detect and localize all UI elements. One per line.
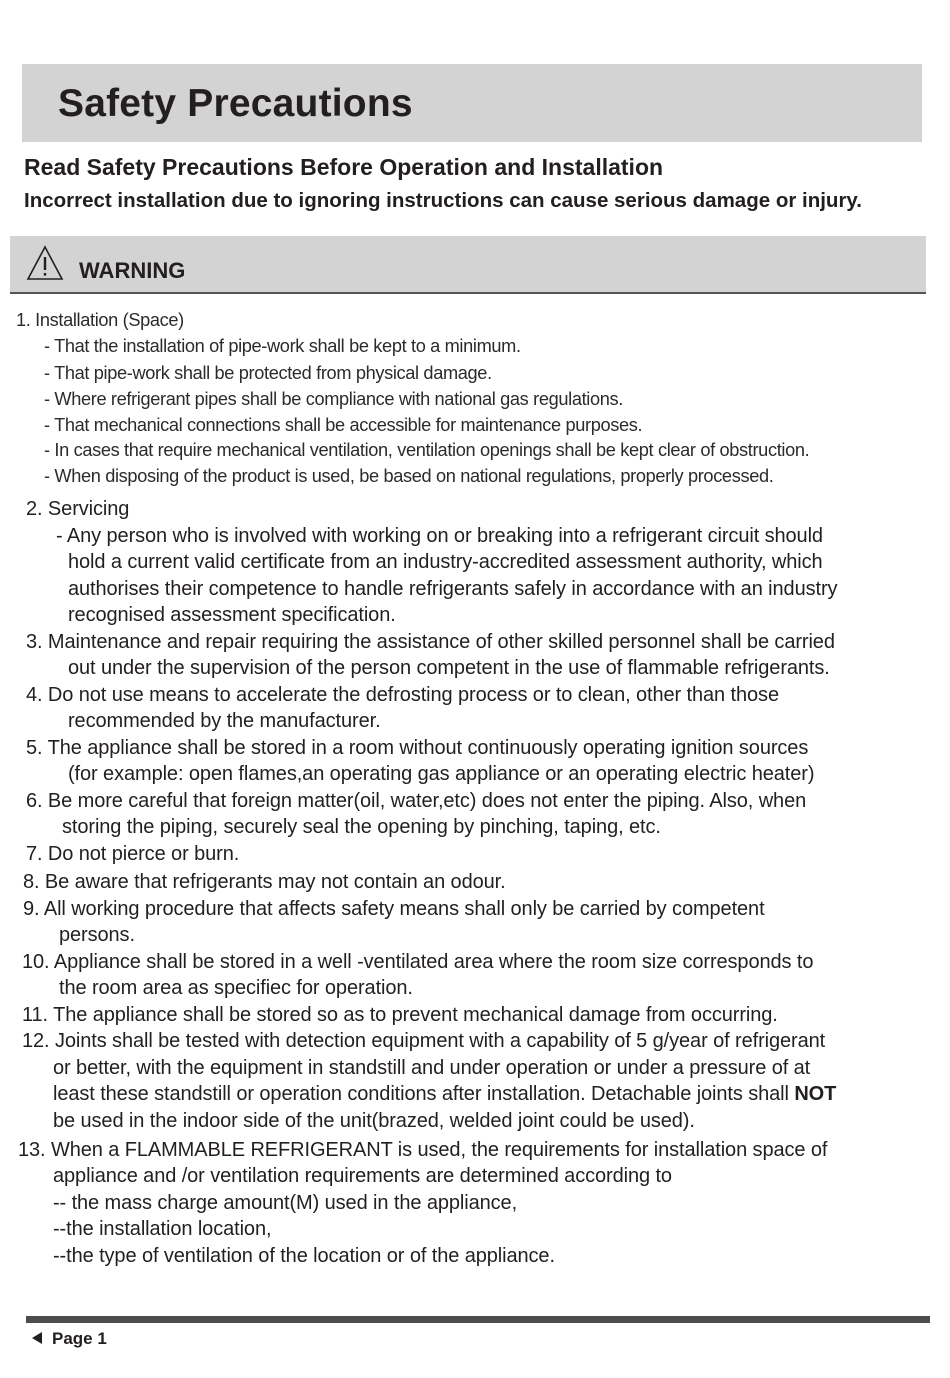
list-item: 5. The appliance shall be stored in a room without continuously operating ignition sources	[26, 737, 809, 759]
list-item	[53, 1081, 836, 1107]
page-footer	[32, 1329, 107, 1349]
list-item: - That the installation of pipe-work shall be kept to a minimum.	[44, 336, 521, 356]
list-item: storing the piping, securely seal the opening by pinching, taping, etc.	[62, 816, 661, 838]
page-title: Safety Precautions	[58, 82, 413, 125]
list-item: out under the supervision of the person competent in the use of flammable refrigerants.	[68, 657, 830, 679]
page-number: Page 1	[52, 1329, 107, 1348]
list-item-heading: 1. Installation (Space)	[16, 310, 184, 330]
list-item: 4. Do not use means to accelerate the defrosting process or to clean, other than those	[26, 684, 779, 706]
list-item: hold a current valid certificate from an industry-accredited assessment authority, which	[68, 551, 823, 573]
list-item-text: least these standstill or operation conditions after installation. Detachable joints shall	[53, 1083, 789, 1105]
left-arrow-icon	[32, 1332, 42, 1344]
title-band	[22, 64, 922, 142]
list-item: be used in the indoor side of the unit(brazed, welded joint could be used).	[53, 1110, 695, 1132]
footer-rule	[26, 1316, 930, 1323]
list-item: --the type of ventilation of the location or of the appliance.	[53, 1245, 555, 1267]
list-item: 12. Joints shall be tested with detection equipment with a capability of 5 g/year of refrigerant	[22, 1030, 826, 1052]
list-item: or better, with the equipment in standstill and under operation or under a pressure of at	[53, 1057, 811, 1079]
list-item: 7. Do not pierce or burn.	[26, 843, 240, 865]
list-item: --the installation location,	[53, 1218, 272, 1240]
list-item: 9. All working procedure that affects safety means shall only be carried by competent	[23, 898, 765, 920]
list-item: appliance and /or ventilation requirements are determined according to	[53, 1165, 672, 1187]
list-item: - When disposing of the product is used, be based on national regulations, properly processed.	[44, 466, 774, 486]
subtitle: Read Safety Precautions Before Operation and Installation	[24, 154, 664, 180]
list-item: 6. Be more careful that foreign matter(oil, water,etc) does not enter the piping. Also, when	[26, 790, 807, 812]
list-item: -- the mass charge amount(M) used in the appliance,	[53, 1192, 518, 1214]
warning-label: WARNING	[79, 258, 186, 283]
list-item: persons.	[59, 924, 135, 946]
list-item: 11. The appliance shall be stored so as to prevent mechanical damage from occurring.	[22, 1004, 778, 1026]
list-item: the room area as specifiec for operation.	[59, 977, 413, 999]
list-item: recognised assessment specification.	[68, 604, 396, 626]
list-item-heading: 2. Servicing	[26, 498, 130, 520]
list-item: - In cases that require mechanical ventilation, ventilation openings shall be kept clear of obstruction.	[44, 440, 810, 460]
list-item: - That mechanical connections shall be accessible for maintenance purposes.	[44, 415, 643, 435]
list-item: 10. Appliance shall be stored in a well -ventilated area where the room size corresponds to	[22, 951, 814, 973]
list-item: (for example: open flames,an operating gas appliance or an operating electric heater)	[68, 763, 815, 785]
list-item: 13. When a FLAMMABLE REFRIGERANT is used, the requirements for installation space of	[18, 1139, 828, 1161]
list-item: - That pipe-work shall be protected from physical damage.	[44, 363, 492, 383]
warning-triangle-icon	[26, 245, 64, 281]
emphasis-not: NOT	[794, 1083, 837, 1105]
list-item: recommended by the manufacturer.	[68, 710, 381, 732]
list-item: 3. Maintenance and repair requiring the assistance of other skilled personnel shall be carried	[26, 631, 835, 653]
warning-header	[10, 236, 926, 294]
list-item: authorises their competence to handle refrigerants safely in accordance with an industry	[68, 578, 838, 600]
list-item: - Where refrigerant pipes shall be compliance with national gas regulations.	[44, 389, 623, 409]
list-item: - Any person who is involved with working on or breaking into a refrigerant circuit should	[56, 525, 823, 547]
list-item: 8. Be aware that refrigerants may not contain an odour.	[23, 871, 506, 893]
caution-statement: Incorrect installation due to ignoring instructions can cause serious damage or injury.	[24, 189, 863, 212]
